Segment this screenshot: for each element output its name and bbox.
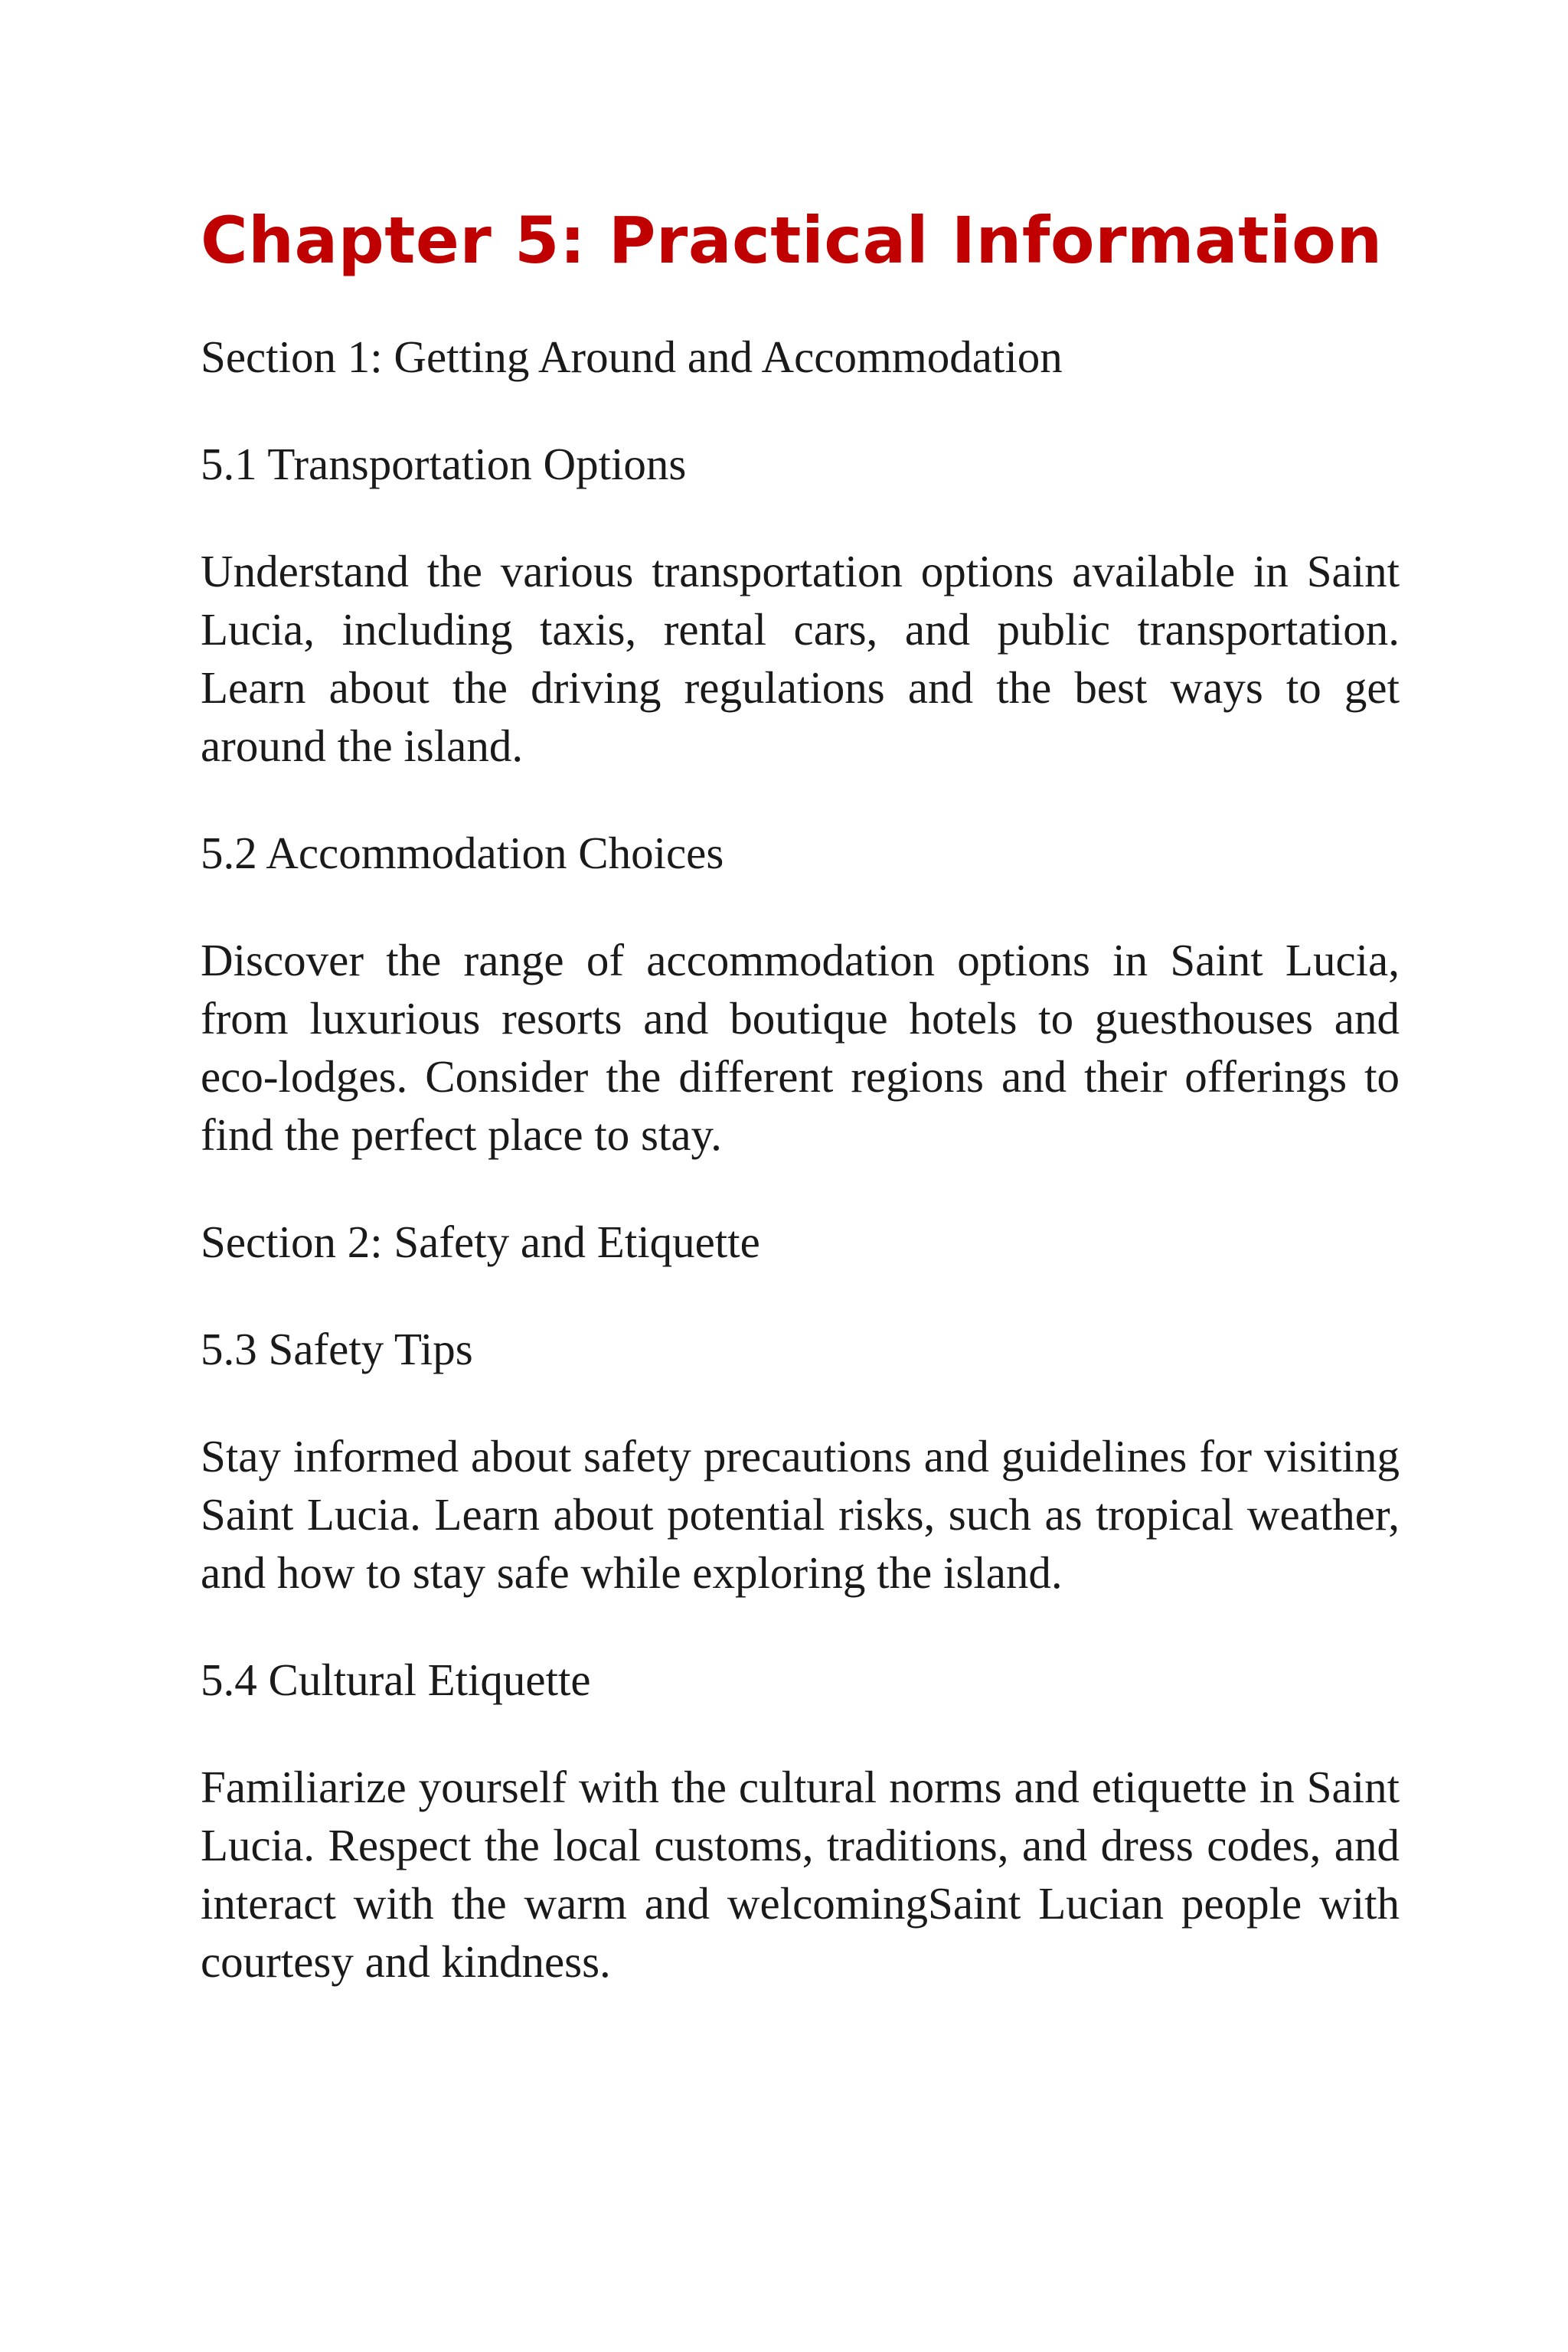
spacer [201,1378,1400,1427]
section-2-heading: Section 2: Safety and Etiquette [201,1217,760,1267]
subsection-5-4-paragraph: Familiarize yourself with the cultural norms and etiquette in Saint Lucia. Respect the local customs, traditions, and dress codes, and interact with the warm and welcomingSaint Lucian people with courtesy and kindness. [201,1762,1400,1987]
spacer [201,1271,1400,1320]
subsection-5-3-paragraph: Stay informed about safety precautions and guidelines for visiting Saint Lucia. Learn about potential risks, such as tropical weather, and how to stay safe while exploring the island. [201,1431,1400,1598]
subsection-5-3-heading: 5.3 Safety Tips [201,1324,473,1374]
subsection-5-2-paragraph: Discover the range of accommodation options in Saint Lucia, from luxurious resorts and boutique hotels to guesthouses and eco-lodges. Consider the different regions and their offerings to find the perfect place to stay. [201,935,1400,1160]
spacer [201,280,1400,328]
spacer [201,775,1400,824]
subsection-5-1-paragraph: Understand the various transportation options available in Saint Lucia, including taxis, rental cars, and public transportation. Learn about the driving regulations and the best ways to get around the island. [201,546,1400,771]
subsection-5-1-heading: 5.1 Transportation Options [201,439,687,489]
page-content [201,201,1400,1991]
subsection-5-4-heading: 5.4 Cultural Etiquette [201,1655,591,1705]
spacer [201,1709,1400,1758]
spacer [201,386,1400,435]
spacer [201,882,1400,931]
spacer [201,1602,1400,1651]
spacer [201,493,1400,542]
subsection-5-2-heading: 5.2 Accommodation Choices [201,828,724,878]
chapter-title: Chapter 5: Practical Information [201,203,1383,278]
section-1-heading: Section 1: Getting Around and Accommodation [201,332,1063,382]
spacer [201,1164,1400,1213]
